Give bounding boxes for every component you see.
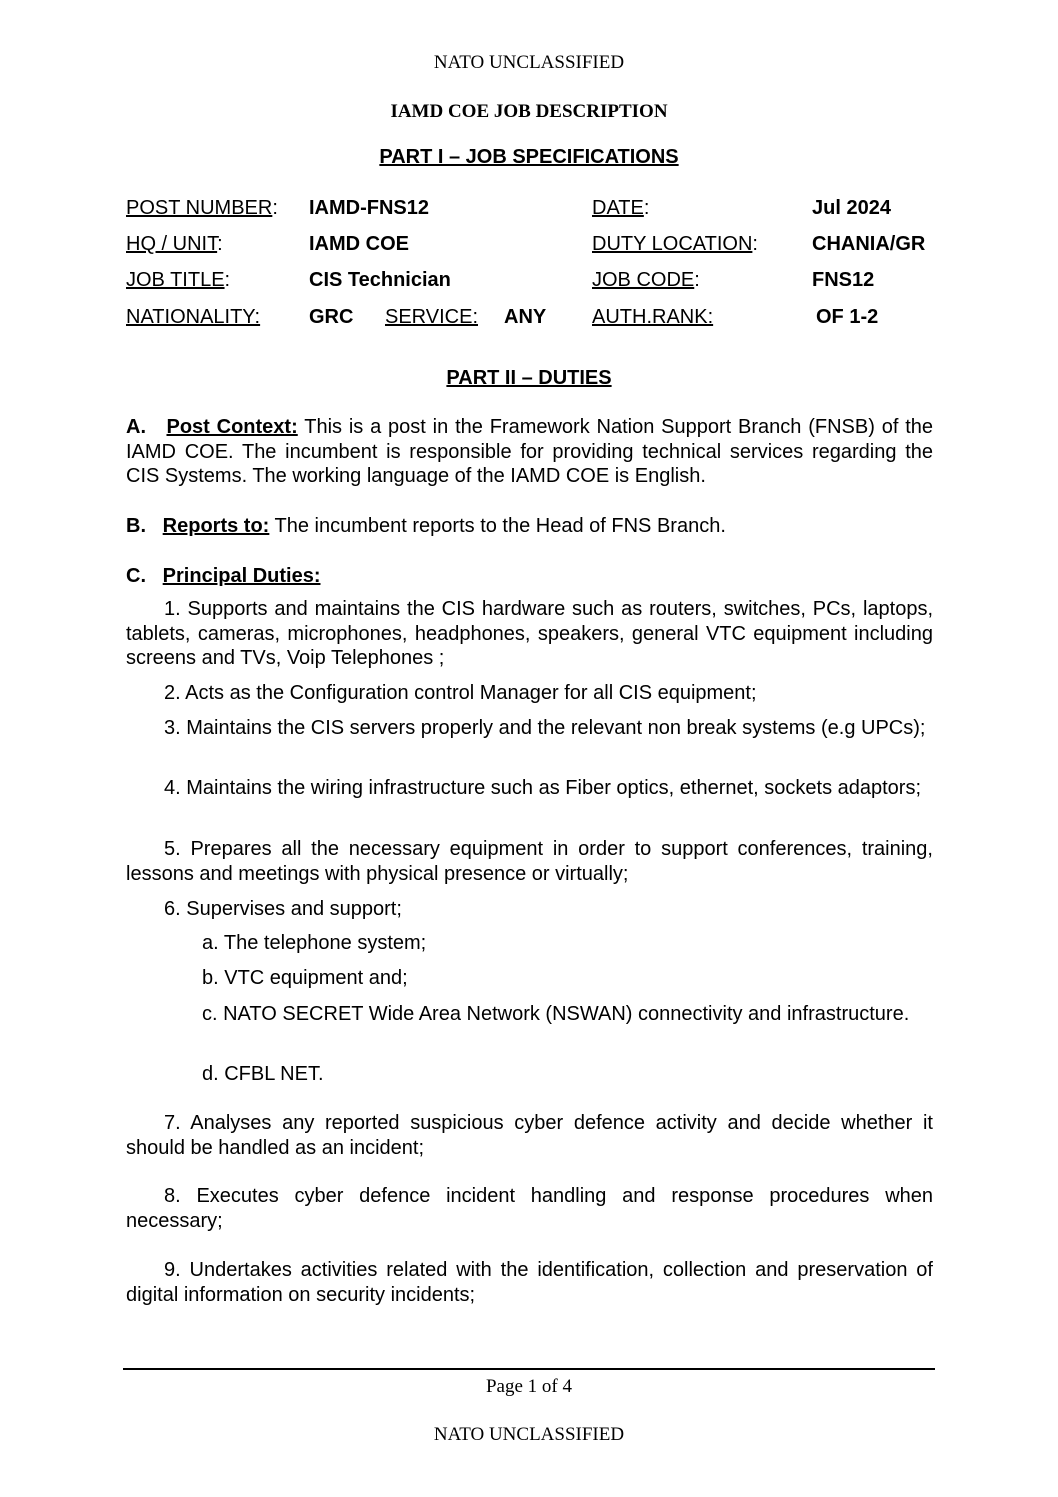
job-title-label: JOB TITLE	[126, 269, 225, 291]
colon: :	[694, 269, 700, 291]
principal-duties-heading	[126, 564, 933, 589]
paragraph-letter: A.	[126, 416, 146, 438]
colon: :	[224, 269, 231, 291]
post-number-label: POST NUMBER	[126, 197, 273, 219]
part-one-heading: PART I – JOB SPECIFICATIONS	[379, 146, 679, 168]
page-number: Page 1 of 4	[485, 1376, 572, 1397]
nationality-label: NATIONALITY:	[126, 306, 261, 328]
top-classification-marking: NATO UNCLASSIFIED	[433, 52, 625, 73]
hq-unit-label: HQ / UNIT	[126, 233, 218, 255]
duty-item: 9. Undertakes activities related with the identification, collection and preservation of digital information on security incidents;	[126, 1259, 933, 1306]
nationality-value: GRC	[309, 306, 354, 328]
post-context-paragraph	[126, 415, 933, 489]
sub-duty-item: b. VTC equipment and;	[202, 967, 408, 989]
reports-to-title: Reports to:	[162, 515, 270, 537]
document-title: IAMD COE JOB DESCRIPTION	[390, 101, 668, 122]
duty-item: 3. Maintains the CIS servers properly and the relevant non break systems (e.g UPCs);	[164, 717, 926, 739]
colon: :	[272, 197, 278, 219]
service-label: SERVICE:	[385, 306, 478, 328]
post-number-label-group	[126, 196, 278, 220]
reports-to-text: The incumbent reports to the Head of FNS Branch.	[269, 515, 726, 537]
hq-unit-label-group	[126, 232, 223, 256]
post-context-title: Post Context:	[166, 416, 298, 438]
date-value: Jul 2024	[812, 197, 891, 219]
duty-item: 5. Prepares all the necessary equipment in order to support conferences, training, lessons and meetings with physical presence or virtually;	[126, 838, 933, 885]
footer-divider	[123, 1368, 935, 1370]
paragraph-letter: C.	[126, 565, 146, 587]
duty-location-label-group	[592, 232, 758, 256]
sub-duty-item: c. NATO SECRET Wide Area Network (NSWAN) connectivity and infrastructure.	[202, 1003, 910, 1025]
duty-item: 7. Analyses any reported suspicious cyber defence activity and decide whether it should be handled as an incident;	[126, 1112, 933, 1159]
principal-duties-title: Principal Duties:	[162, 565, 321, 587]
duty-item: 2. Acts as the Configuration control Manager for all CIS equipment;	[164, 682, 757, 704]
duty-location-value: CHANIA/GR	[812, 233, 926, 255]
auth-rank-label: AUTH.RANK:	[592, 306, 714, 328]
colon: :	[643, 197, 650, 219]
duty-item: 1. Supports and maintains the CIS hardware such as routers, switches, PCs, laptops, tablets, cameras, microphones, headphones, speakers, general VTC equipment including screens and TVs, Voip Telephones ;	[126, 598, 933, 669]
job-title-value: CIS Technician	[309, 269, 451, 291]
duty-item: 6. Supervises and support;	[164, 898, 402, 920]
job-code-value: FNS12	[812, 269, 875, 291]
hq-unit-value: IAMD COE	[309, 233, 409, 255]
job-code-label: JOB CODE	[592, 269, 695, 291]
colon: :	[752, 233, 758, 255]
duty-item: 4. Maintains the wiring infrastructure such as Fiber optics, ethernet, sockets adaptors;	[164, 777, 922, 799]
auth-rank-value: OF 1-2	[816, 306, 879, 328]
job-title-label-group	[126, 268, 230, 292]
post-number-value: IAMD-FNS12	[309, 197, 430, 219]
reports-to-paragraph	[126, 514, 933, 539]
part-two-heading: PART II – DUTIES	[446, 367, 612, 389]
sub-duty-item: a. The telephone system;	[202, 932, 427, 954]
paragraph-letter: B.	[126, 515, 146, 537]
service-value: ANY	[504, 306, 547, 328]
duty-item: 8. Executes cyber defence incident handling and response procedures when necessary;	[126, 1185, 933, 1232]
date-label-group	[592, 196, 649, 220]
post-context-text: This is a post in the Framework Nation Support Branch (FNSB) of the IAMD COE. The incumbent is responsible for providing technical services regarding the CIS Systems. The working language of the IAMD COE is English.	[126, 416, 934, 487]
sub-duty-item: d. CFBL NET.	[202, 1063, 324, 1085]
date-label: DATE	[592, 197, 644, 219]
colon: :	[217, 233, 223, 255]
duty-location-label: DUTY LOCATION	[592, 233, 753, 255]
job-code-label-group	[592, 268, 700, 292]
bottom-classification-marking: NATO UNCLASSIFIED	[433, 1424, 625, 1445]
